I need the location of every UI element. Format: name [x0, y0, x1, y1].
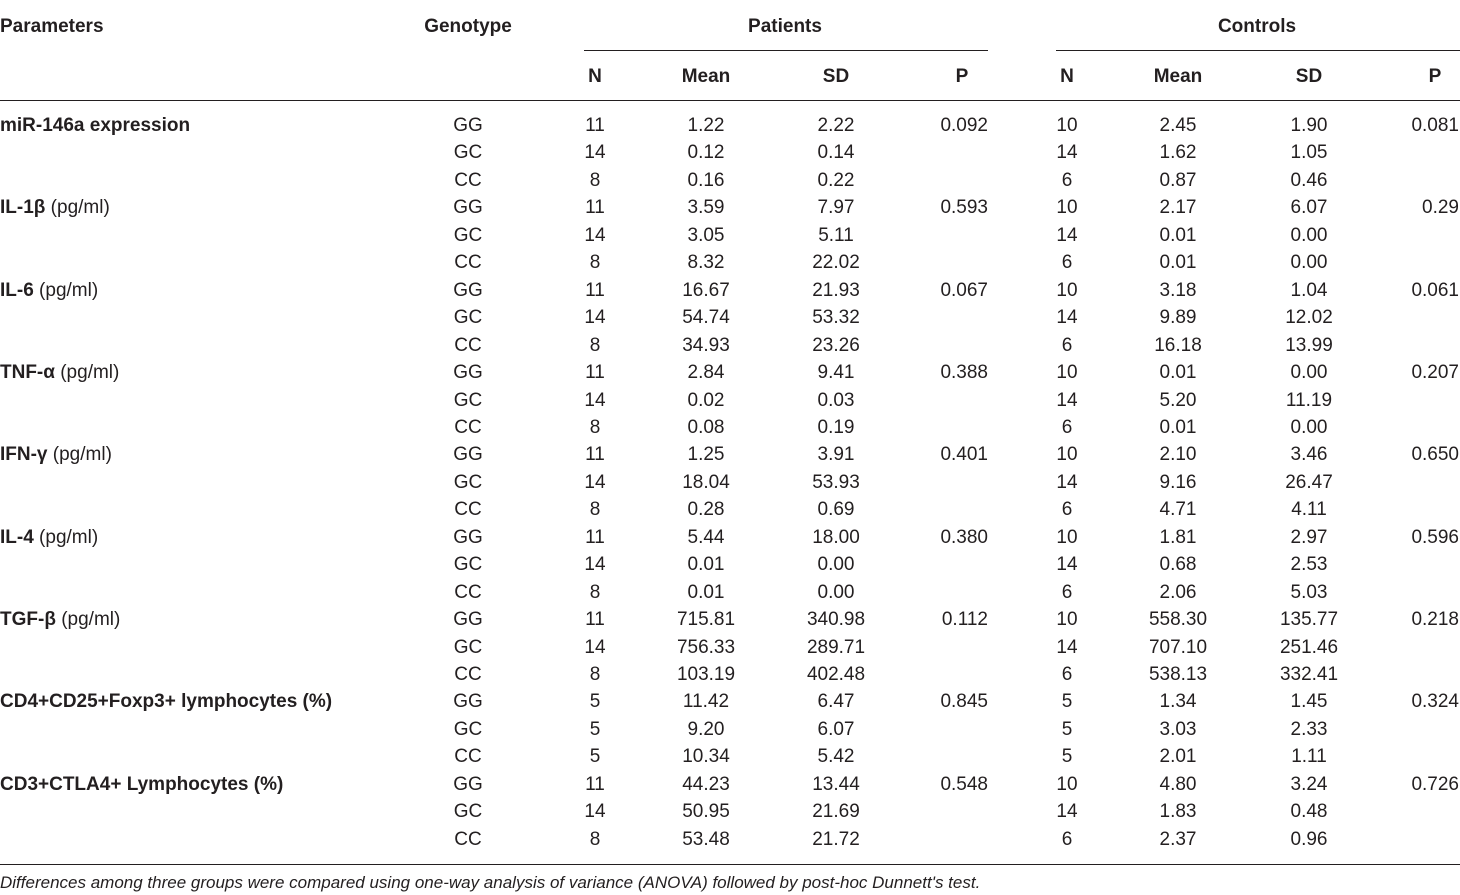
controls-n-cell: 14 [1056, 307, 1078, 329]
patients-p-cell: 0.401 [940, 444, 988, 466]
patients-sd-cell: 0.00 [817, 581, 855, 603]
patients-mean-cell: 0.16 [687, 169, 725, 191]
patients-sd-cell: 23.26 [812, 334, 860, 356]
patients-n-cell: 5 [589, 691, 601, 713]
controls-mean-cell: 1.62 [1159, 142, 1197, 164]
controls-n-cell: 5 [1061, 691, 1073, 713]
patients-n-cell: 8 [589, 334, 601, 356]
controls-mean-cell: 4.80 [1159, 773, 1197, 795]
controls-n-cell: 5 [1061, 746, 1073, 768]
patients-mean-cell: 50.95 [682, 801, 730, 823]
controls-sd-cell: 251.46 [1279, 636, 1339, 658]
controls-p-cell: 0.29 [1422, 197, 1459, 219]
parameter-unit: (pg/ml) [54, 362, 120, 384]
subheader-patients-sd: SD [822, 66, 850, 87]
patients-n-cell: 14 [584, 307, 606, 329]
genotype-cell: GG [453, 197, 483, 219]
controls-n-cell: 5 [1061, 718, 1073, 740]
controls-p-cell: 0.081 [1411, 115, 1459, 136]
table-row [0, 362, 1460, 389]
parameter-name: IFN-γ [0, 444, 48, 466]
controls-underline [1056, 50, 1460, 51]
table-row [0, 829, 1460, 856]
patients-n-cell: 11 [585, 279, 605, 301]
patients-sd-cell: 53.93 [812, 471, 860, 493]
controls-sd-cell: 1.90 [1290, 115, 1328, 136]
controls-sd-cell: 0.48 [1290, 801, 1328, 823]
controls-n-cell: 14 [1056, 471, 1078, 493]
patients-n-cell: 11 [585, 362, 605, 384]
genotype-cell: GC [453, 718, 483, 740]
table-row [0, 170, 1460, 197]
controls-sd-cell: 1.11 [1291, 746, 1327, 768]
table-row [0, 335, 1460, 362]
patients-mean-cell: 34.93 [682, 334, 730, 356]
patients-sd-cell: 402.48 [806, 664, 866, 685]
patients-n-cell: 14 [584, 389, 606, 411]
header-controls: Controls [1217, 16, 1297, 37]
table-row [0, 390, 1460, 417]
patients-p-cell: 0.067 [940, 279, 988, 301]
parameter-name: IL-4 [0, 526, 34, 548]
patients-n-cell: 14 [584, 471, 606, 493]
controls-sd-cell: 26.47 [1285, 471, 1333, 493]
controls-sd-cell: 5.03 [1290, 581, 1328, 603]
table-row [0, 444, 1460, 471]
patients-mean-cell: 103.19 [676, 664, 736, 685]
controls-p-cell: 0.726 [1411, 773, 1459, 795]
controls-mean-cell: 2.01 [1159, 746, 1197, 768]
controls-mean-cell: 2.37 [1159, 828, 1197, 850]
patients-n-cell: 5 [589, 718, 601, 740]
controls-sd-cell: 0.96 [1290, 828, 1328, 850]
patients-mean-cell: 9.20 [687, 718, 725, 740]
header-parameters: Parameters [0, 16, 104, 37]
patients-mean-cell: 0.01 [687, 581, 725, 603]
controls-mean-cell: 0.01 [1159, 362, 1197, 384]
controls-mean-cell: 4.71 [1159, 499, 1197, 521]
genotype-cell: CC [454, 581, 482, 603]
parameter-label [0, 362, 119, 384]
controls-n-cell: 10 [1056, 197, 1078, 219]
patients-n-cell: 8 [589, 499, 601, 521]
table-footnote: Differences among three groups were compared using one-way analysis of variance (ANOVA) followed by post-hoc Dunnett's test. [0, 873, 981, 892]
patients-mean-cell: 53.48 [682, 828, 730, 850]
patients-mean-cell: 18.04 [682, 471, 730, 493]
genotype-cell: GC [453, 471, 483, 493]
patients-n-cell: 14 [584, 554, 606, 576]
patients-mean-cell: 54.74 [682, 307, 730, 329]
patients-n-cell: 5 [589, 746, 601, 768]
controls-sd-cell: 13.99 [1285, 334, 1333, 356]
patients-p-cell: 0.092 [940, 115, 988, 136]
patients-mean-cell: 11.42 [682, 691, 730, 713]
table-row [0, 609, 1460, 636]
patients-p-cell: 0.845 [940, 691, 988, 713]
patients-n-cell: 14 [584, 801, 606, 823]
controls-p-cell: 0.061 [1411, 279, 1459, 301]
table-row [0, 307, 1460, 334]
controls-n-cell: 14 [1056, 801, 1078, 823]
subheader-patients-n: N [588, 66, 602, 87]
parameter-name: TNF-α [0, 362, 55, 384]
genotype-cell: CC [454, 416, 482, 438]
table-row [0, 691, 1460, 718]
controls-sd-cell: 6.07 [1290, 197, 1328, 219]
genotype-cell: CC [454, 252, 482, 274]
controls-n-cell: 14 [1056, 142, 1078, 164]
subheader-controls-p: P [1428, 66, 1442, 87]
patients-underline [584, 50, 988, 51]
controls-n-cell: 10 [1056, 526, 1078, 548]
patients-sd-cell: 21.72 [812, 828, 860, 850]
controls-sd-cell: 1.05 [1290, 142, 1328, 164]
patients-sd-cell: 9.41 [817, 362, 855, 384]
table-row [0, 637, 1460, 664]
controls-sd-cell: 2.33 [1290, 718, 1328, 740]
genotype-cell: CC [454, 664, 482, 685]
controls-mean-cell: 3.03 [1159, 718, 1197, 740]
subheader-patients-mean: Mean [681, 66, 731, 87]
patients-n-cell: 8 [589, 169, 601, 191]
genotype-cell: GC [453, 636, 483, 658]
controls-n-cell: 14 [1056, 554, 1078, 576]
patients-mean-cell: 5.44 [687, 526, 725, 548]
controls-n-cell: 14 [1056, 224, 1078, 246]
table-row [0, 499, 1460, 526]
parameter-name: IL-1β [0, 197, 46, 219]
parameter-label [0, 197, 110, 219]
patients-sd-cell: 21.93 [812, 279, 860, 301]
table-row [0, 554, 1460, 581]
controls-n-cell: 10 [1056, 609, 1078, 631]
patients-mean-cell: 3.05 [687, 224, 725, 246]
table-row [0, 664, 1460, 691]
patients-sd-cell: 5.11 [818, 224, 854, 246]
controls-sd-cell: 3.46 [1290, 444, 1328, 466]
patients-mean-cell: 8.32 [687, 252, 725, 274]
controls-n-cell: 14 [1056, 636, 1078, 658]
controls-mean-cell: 2.06 [1159, 581, 1197, 603]
genotype-cell: GC [453, 142, 483, 164]
table-row [0, 197, 1460, 224]
patients-mean-cell: 16.67 [682, 279, 730, 301]
patients-mean-cell: 1.25 [687, 444, 725, 466]
table-row [0, 115, 1460, 142]
controls-n-cell: 6 [1061, 828, 1073, 850]
patients-n-cell: 11 [585, 773, 605, 795]
controls-p-cell: 0.324 [1411, 691, 1459, 713]
patients-sd-cell: 21.69 [812, 801, 860, 823]
genotype-cell: CC [454, 746, 482, 768]
parameter-label [0, 280, 98, 302]
controls-mean-cell: 707.10 [1148, 636, 1208, 658]
patients-sd-cell: 0.14 [817, 142, 855, 164]
patients-p-cell: 0.388 [940, 362, 988, 384]
patients-n-cell: 11 [585, 526, 605, 548]
patients-p-cell: 0.548 [940, 773, 988, 795]
controls-sd-cell: 0.00 [1290, 416, 1328, 438]
table-row [0, 719, 1460, 746]
controls-sd-cell: 332.41 [1279, 664, 1339, 685]
genotype-cell: GC [453, 801, 483, 823]
table-row [0, 774, 1460, 801]
parameter-label [0, 444, 112, 466]
controls-sd-cell: 0.00 [1290, 252, 1328, 274]
controls-sd-cell: 0.46 [1290, 169, 1328, 191]
patients-mean-cell: 756.33 [676, 636, 736, 658]
genotype-cell: GG [453, 773, 483, 795]
genotype-cell: GG [453, 609, 483, 631]
parameter-name: miR-146a expression [0, 115, 191, 136]
controls-n-cell: 6 [1061, 169, 1073, 191]
patients-mean-cell: 0.02 [687, 389, 725, 411]
genotype-cell: GG [453, 526, 483, 548]
patients-sd-cell: 13.44 [812, 773, 860, 795]
genotype-cell: GC [453, 389, 483, 411]
parameter-unit: (pg/ml) [47, 444, 112, 466]
table-row [0, 472, 1460, 499]
genotype-cell: GG [453, 115, 483, 136]
patients-mean-cell: 10.34 [682, 746, 730, 768]
genotype-cell: GC [453, 554, 483, 576]
patients-n-cell: 11 [585, 609, 605, 631]
patients-n-cell: 8 [589, 416, 601, 438]
patients-mean-cell: 0.28 [687, 499, 725, 521]
controls-mean-cell: 2.17 [1159, 197, 1197, 219]
genotype-cell: GG [453, 691, 483, 713]
parameter-label [0, 691, 332, 713]
patients-sd-cell: 18.00 [812, 526, 860, 548]
patients-mean-cell: 715.81 [676, 609, 736, 631]
controls-n-cell: 10 [1056, 115, 1078, 136]
patients-p-cell: 0.380 [940, 526, 988, 548]
controls-sd-cell: 12.02 [1285, 307, 1333, 329]
controls-mean-cell: 9.16 [1159, 471, 1197, 493]
table-row [0, 582, 1460, 609]
table-row [0, 527, 1460, 554]
parameter-unit: (pg/ml) [55, 609, 121, 631]
parameter-name: CD3+CTLA4+ Lymphocytes (%) [0, 773, 284, 795]
controls-sd-cell: 1.45 [1290, 691, 1328, 713]
controls-n-cell: 6 [1061, 664, 1073, 685]
controls-p-cell: 0.207 [1411, 362, 1459, 384]
table-row [0, 142, 1460, 169]
genotype-cell: CC [454, 828, 482, 850]
controls-sd-cell: 1.04 [1290, 279, 1328, 301]
parameter-name: CD4+CD25+Foxp3+ lymphocytes (%) [0, 691, 333, 713]
patients-mean-cell: 0.12 [687, 142, 725, 164]
controls-mean-cell: 538.13 [1148, 664, 1208, 685]
parameter-name: TGF-β [0, 609, 56, 631]
controls-sd-cell: 11.19 [1285, 389, 1333, 411]
controls-sd-cell: 135.77 [1279, 609, 1339, 631]
patients-sd-cell: 2.22 [817, 115, 855, 136]
controls-n-cell: 6 [1061, 334, 1073, 356]
genotype-cell: CC [454, 499, 482, 521]
patients-mean-cell: 1.22 [687, 115, 725, 136]
patients-sd-cell: 289.71 [806, 636, 866, 658]
controls-mean-cell: 0.01 [1159, 224, 1197, 246]
genotype-cell: GC [453, 224, 483, 246]
patients-n-cell: 8 [589, 581, 601, 603]
table-row [0, 417, 1460, 444]
patients-sd-cell: 6.07 [817, 718, 855, 740]
patients-sd-cell: 340.98 [806, 609, 866, 631]
controls-p-cell: 0.596 [1411, 526, 1459, 548]
patients-n-cell: 8 [589, 828, 601, 850]
genotype-cell: GG [453, 362, 483, 384]
parameter-label [0, 609, 120, 631]
subheader-patients-p: P [955, 66, 969, 87]
controls-sd-cell: 0.00 [1290, 224, 1328, 246]
controls-sd-cell: 4.11 [1291, 499, 1327, 521]
patients-sd-cell: 22.02 [812, 252, 860, 274]
controls-n-cell: 6 [1061, 581, 1073, 603]
controls-mean-cell: 9.89 [1159, 307, 1197, 329]
subheader-controls-mean: Mean [1153, 66, 1203, 87]
patients-mean-cell: 0.08 [687, 416, 725, 438]
controls-n-cell: 6 [1061, 252, 1073, 274]
genotype-cell: GG [453, 279, 483, 301]
patients-n-cell: 8 [589, 664, 601, 685]
controls-n-cell: 10 [1056, 444, 1078, 466]
genotype-cell: GG [453, 444, 483, 466]
controls-mean-cell: 1.83 [1159, 801, 1197, 823]
patients-n-cell: 14 [584, 636, 606, 658]
patients-n-cell: 11 [585, 115, 605, 136]
controls-mean-cell: 5.20 [1159, 389, 1197, 411]
controls-mean-cell: 1.81 [1159, 526, 1197, 548]
bottom-rule [0, 864, 1460, 865]
subheader-controls-n: N [1060, 66, 1074, 87]
controls-n-cell: 14 [1056, 389, 1078, 411]
patients-n-cell: 14 [584, 142, 606, 164]
controls-mean-cell: 1.34 [1159, 691, 1197, 713]
controls-n-cell: 10 [1056, 773, 1078, 795]
table-row [0, 746, 1460, 773]
patients-n-cell: 8 [589, 252, 601, 274]
header-patients: Patients [748, 16, 822, 37]
controls-mean-cell: 0.87 [1159, 169, 1197, 191]
controls-n-cell: 10 [1056, 362, 1078, 384]
patients-sd-cell: 0.69 [817, 499, 855, 521]
controls-mean-cell: 558.30 [1148, 609, 1208, 631]
table-row [0, 252, 1460, 279]
parameter-label [0, 527, 98, 549]
parameter-unit: (pg/ml) [33, 526, 99, 548]
table-row [0, 280, 1460, 307]
controls-sd-cell: 0.00 [1290, 362, 1328, 384]
controls-p-cell: 0.650 [1411, 444, 1459, 466]
table-row [0, 801, 1460, 828]
patients-mean-cell: 0.01 [687, 554, 725, 576]
patients-sd-cell: 0.22 [817, 169, 855, 191]
patients-sd-cell: 0.19 [817, 416, 855, 438]
header-genotype: Genotype [424, 16, 512, 37]
patients-sd-cell: 53.32 [812, 307, 860, 329]
controls-sd-cell: 3.24 [1290, 773, 1328, 795]
controls-sd-cell: 2.53 [1290, 554, 1328, 576]
controls-mean-cell: 2.10 [1159, 444, 1197, 466]
controls-p-cell: 0.218 [1411, 609, 1459, 631]
parameter-unit: (pg/ml) [45, 197, 110, 219]
parameter-label [0, 774, 283, 796]
genotype-cell: GC [453, 307, 483, 329]
patients-p-cell: 0.112 [941, 609, 988, 631]
controls-mean-cell: 0.01 [1159, 252, 1197, 274]
patients-n-cell: 11 [585, 444, 605, 466]
controls-mean-cell: 2.45 [1159, 115, 1197, 136]
header-rule [0, 100, 1460, 101]
patients-sd-cell: 3.91 [817, 444, 855, 466]
controls-mean-cell: 3.18 [1159, 279, 1197, 301]
patients-mean-cell: 44.23 [682, 773, 730, 795]
controls-n-cell: 6 [1061, 499, 1073, 521]
patients-sd-cell: 0.03 [817, 389, 855, 411]
patients-n-cell: 11 [585, 197, 605, 219]
controls-sd-cell: 2.97 [1290, 526, 1328, 548]
patients-sd-cell: 0.00 [817, 554, 855, 576]
patients-mean-cell: 2.84 [687, 362, 725, 384]
controls-n-cell: 6 [1061, 416, 1073, 438]
patients-sd-cell: 7.97 [817, 197, 855, 219]
patients-n-cell: 14 [584, 224, 606, 246]
genotype-cell: CC [454, 334, 482, 356]
subheader-controls-sd: SD [1295, 66, 1323, 87]
controls-n-cell: 10 [1056, 279, 1078, 301]
patients-sd-cell: 6.47 [817, 691, 855, 713]
controls-mean-cell: 16.18 [1154, 334, 1202, 356]
genotype-cell: CC [454, 169, 482, 191]
patients-p-cell: 0.593 [940, 197, 988, 219]
table-row [0, 225, 1460, 252]
patients-mean-cell: 3.59 [687, 197, 725, 219]
controls-mean-cell: 0.68 [1159, 554, 1197, 576]
patients-sd-cell: 5.42 [817, 746, 855, 768]
parameter-label [0, 115, 190, 137]
parameter-name: IL-6 [0, 279, 34, 301]
controls-mean-cell: 0.01 [1159, 416, 1197, 438]
parameter-unit: (pg/ml) [33, 279, 99, 301]
